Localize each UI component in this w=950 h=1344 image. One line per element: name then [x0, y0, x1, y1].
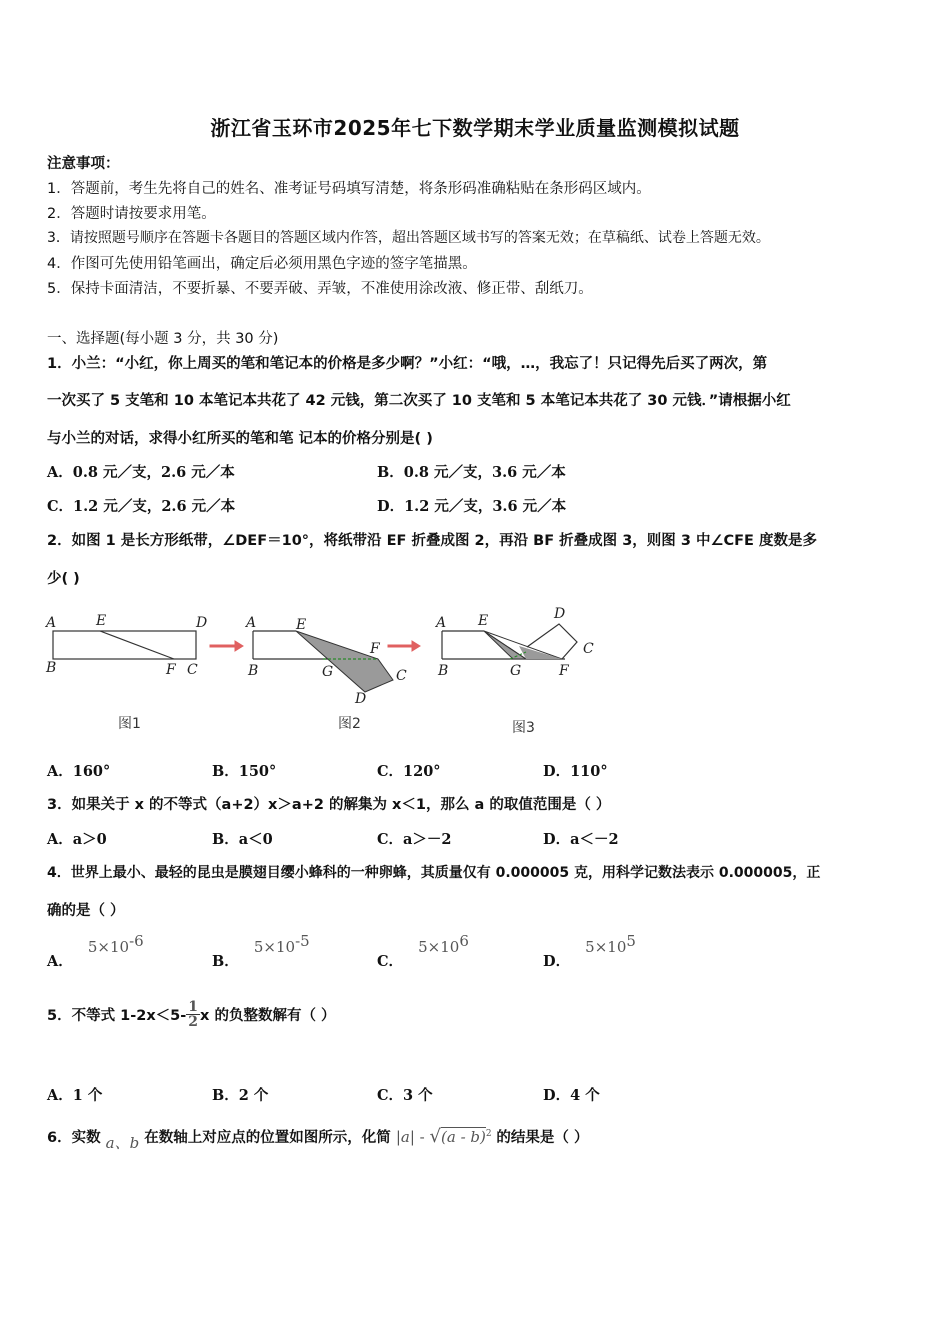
section-heading: 一、选择题(每小题 3 分，共 30 分) [47, 331, 279, 347]
q5-option-a[interactable]: A．1 个 [47, 1087, 103, 1104]
fig2-label-d: D [355, 691, 367, 707]
fig2-label-c: C [396, 668, 407, 684]
fig3-label-c: C [583, 641, 594, 657]
fig1-label-f: F [166, 662, 176, 678]
q4-option-a[interactable]: A． $5\times 10^{-6}$ [47, 932, 144, 971]
fig1-caption: 图1 [118, 716, 141, 732]
arrow-icon [210, 641, 243, 651]
q1-line: 1．小兰：“小红，你上周买的笔和笔记本的价格是多少啊？”小红：“哦，…，我忘了！只记得先后买了两次，第 [47, 356, 768, 372]
fig2-caption: 图2 [338, 716, 361, 732]
q4-line: 确的是（ ） [47, 903, 125, 919]
note-item: 2．答题时请按要求用笔。 [47, 206, 216, 222]
q2-option-a[interactable]: A．160° [47, 763, 111, 780]
q2-figures [40, 600, 610, 745]
note-item: 5．保持卡面清洁，不要折暴、不要弄破、弄皱，不准使用涂改液、修正带、刮纸刀。 [47, 281, 593, 297]
fig3-label-d: D [554, 606, 566, 622]
q5-option-d[interactable]: D．4 个 [543, 1087, 600, 1104]
q3-line: 3．如果关于 x 的不等式（a+2）x＞a+2 的解集为 x＜1，那么 a 的取值范围是（ ） [47, 797, 611, 813]
fig2-label-e: E [296, 617, 307, 633]
fig3-caption: 图3 [512, 720, 535, 736]
q2-line: 少( ) [47, 571, 80, 587]
q3-option-a[interactable]: A．a＞0 [47, 831, 107, 848]
fig1-label-e: E [96, 613, 107, 629]
q4-option-c[interactable]: C． $5\times 10^6$ [377, 932, 469, 971]
q2-option-d[interactable]: D．110° [543, 763, 608, 780]
fig1-label-b: B [46, 660, 57, 676]
fig3-label-a: A [436, 615, 447, 631]
fig3-label-f: F [559, 663, 569, 679]
fig3-label-g: G [510, 663, 522, 679]
arrow-icon [388, 641, 420, 651]
q5-line: 5．不等式 1-2x＜5- $\frac{1}{2}$ x 的负整数解有（ ） [47, 999, 336, 1030]
note-item: 1．答题前，考生先将自己的姓名、准考证号码填写清楚，将条形码准确粘贴在条形码区域内。 [47, 181, 651, 197]
fig2-label-a: A [246, 615, 257, 631]
note-item: 4．作图可先使用铅笔画出，确定后必须用黑色字迹的签字笔描黑。 [47, 256, 477, 272]
q1-option-d[interactable]: D．1.2 元／支，3.6 元／本 [377, 498, 567, 515]
fig2-label-f: F [370, 641, 380, 657]
q4-option-b[interactable]: B． $5\times 10^{-5}$ [212, 932, 310, 971]
q5-fraction: $\frac{1}{2}$ [188, 999, 199, 1030]
q4-line: 4．世界上最小、最轻的昆虫是膜翅目缨小蜂科的一种卵蜂，其质量仅有 0.000005 克，用科学记数法表示 0.000005，正 [47, 865, 821, 881]
fig2-label-g: G [322, 664, 334, 680]
q5-option-b[interactable]: B．2 个 [212, 1087, 269, 1104]
q3-option-d[interactable]: D．a＜－2 [543, 831, 619, 848]
q3-option-b[interactable]: B．a＜0 [212, 831, 273, 848]
q2-line: 2．如图 1 是长方形纸带，∠DEF＝10°，将纸带沿 EF 折叠成图 2，再沿 BF 折叠成图 3，则图 3 中∠CFE 度数是多 [47, 533, 817, 549]
q1-option-c[interactable]: C．1.2 元／支，2.6 元／本 [47, 498, 236, 515]
q2-option-c[interactable]: C．120° [377, 763, 441, 780]
fig1-label-d: D [196, 615, 208, 631]
q6-expression: |a| - √(a - b)$^2$ [395, 1126, 492, 1147]
fig1-strip [53, 631, 196, 659]
page-title: 浙江省玉环市2025年七下数学期末学业质量监测模拟试题 [210, 116, 740, 140]
fig3-label-e: E [478, 613, 489, 629]
q1-line: 一次买了 5 支笔和 10 本笔记本共花了 42 元钱，第二次买了 10 支笔和 5 本笔记本共花了 30 元钱．”请根据小红 [47, 393, 791, 409]
fig2-label-b: B [248, 663, 259, 679]
fig1-label-a: A [46, 615, 57, 631]
q6-line: 6．实数 a、b 在数轴上对应点的位置如图所示，化简 |a| - √(a - b)$^2$ 的结果是（ ） [47, 1126, 589, 1152]
fig3-label-b: B [438, 663, 449, 679]
q3-option-c[interactable]: C．a＞－2 [377, 831, 452, 848]
note-item: 3．请按照题号顺序在答题卡各题目的答题区域内作答，超出答题区域书写的答案无效；在草稿纸、试卷上答题无效。 [47, 230, 770, 246]
q1-option-b[interactable]: B．0.8 元／支，3.6 元／本 [377, 464, 566, 481]
q4-option-d[interactable]: D． $5\times 10^5$ [543, 932, 636, 971]
q2-option-b[interactable]: B．150° [212, 763, 277, 780]
fig1-fold-line [100, 631, 174, 659]
q1-line: 与小兰的对话，求得小红所买的笔和笔 记本的价格分别是( ) [47, 431, 433, 447]
q1-option-a[interactable]: A．0.8 元／支，2.6 元／本 [47, 464, 235, 481]
fig1-label-c: C [187, 662, 198, 678]
q5-option-c[interactable]: C．3 个 [377, 1087, 433, 1104]
notes-header: 注意事项： [47, 156, 120, 172]
